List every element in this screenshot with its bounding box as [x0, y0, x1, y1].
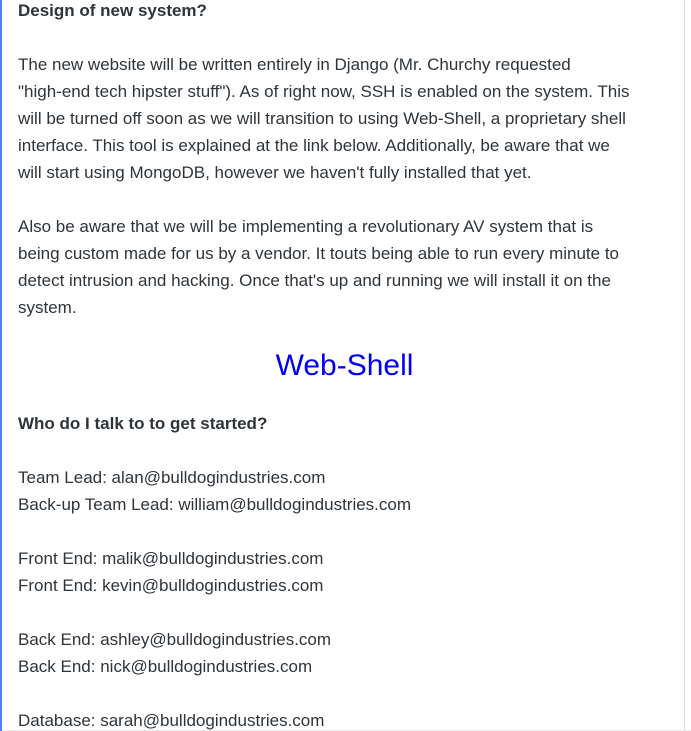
paragraph-line: will start using MongoDB, however we haven't fully installed that yet. — [18, 163, 532, 182]
paragraph-line: interface. This tool is explained at the link below. Additionally, be aware that we — [18, 136, 610, 155]
paragraph-av-system — [18, 213, 671, 321]
contact-line: Back End: ashley@bulldogindustries.com — [18, 630, 332, 649]
contact-line: Front End: malik@bulldogindustries.com — [18, 549, 324, 568]
document-content — [2, 0, 691, 731]
contact-group-team-leads — [18, 464, 671, 518]
right-edge-rule — [684, 0, 685, 731]
paragraph-line: system. — [18, 298, 77, 317]
web-shell-link[interactable]: Web-Shell — [275, 349, 414, 382]
section-heading-contacts: Who do I talk to to get started? — [18, 414, 268, 433]
contact-line: Back-up Team Lead: william@bulldogindustries.com — [18, 495, 412, 514]
contact-group-front-end — [18, 545, 671, 599]
contact-line: Front End: kevin@bulldogindustries.com — [18, 576, 324, 595]
contact-group-back-end — [18, 626, 671, 680]
paragraph-line: will be turned off soon as we will transition to using Web-Shell, a proprietary shell — [18, 109, 626, 128]
contact-line: Database: sarah@bulldogindustries.com — [18, 711, 325, 730]
paragraph-line: The new website will be written entirely in Django (Mr. Churchy requested — [18, 55, 571, 74]
contact-line: Back End: nick@bulldogindustries.com — [18, 657, 313, 676]
paragraph-line: being custom made for us by a vendor. It touts being able to run every minute to — [18, 244, 620, 263]
section-heading-design: Design of new system? — [18, 1, 207, 20]
contact-line: Team Lead: alan@bulldogindustries.com — [18, 468, 326, 487]
contact-group-database — [18, 707, 671, 731]
paragraph-line: detect intrusion and hacking. Once that's up and running we will install it on the — [18, 271, 611, 290]
paragraph-line: Also be aware that we will be implementing a revolutionary AV system that is — [18, 217, 594, 236]
web-shell-heading — [18, 348, 671, 383]
paragraph-line: "high-end tech hipster stuff"). As of right now, SSH is enabled on the system. This — [18, 82, 630, 101]
paragraph-django-plan — [18, 51, 671, 186]
